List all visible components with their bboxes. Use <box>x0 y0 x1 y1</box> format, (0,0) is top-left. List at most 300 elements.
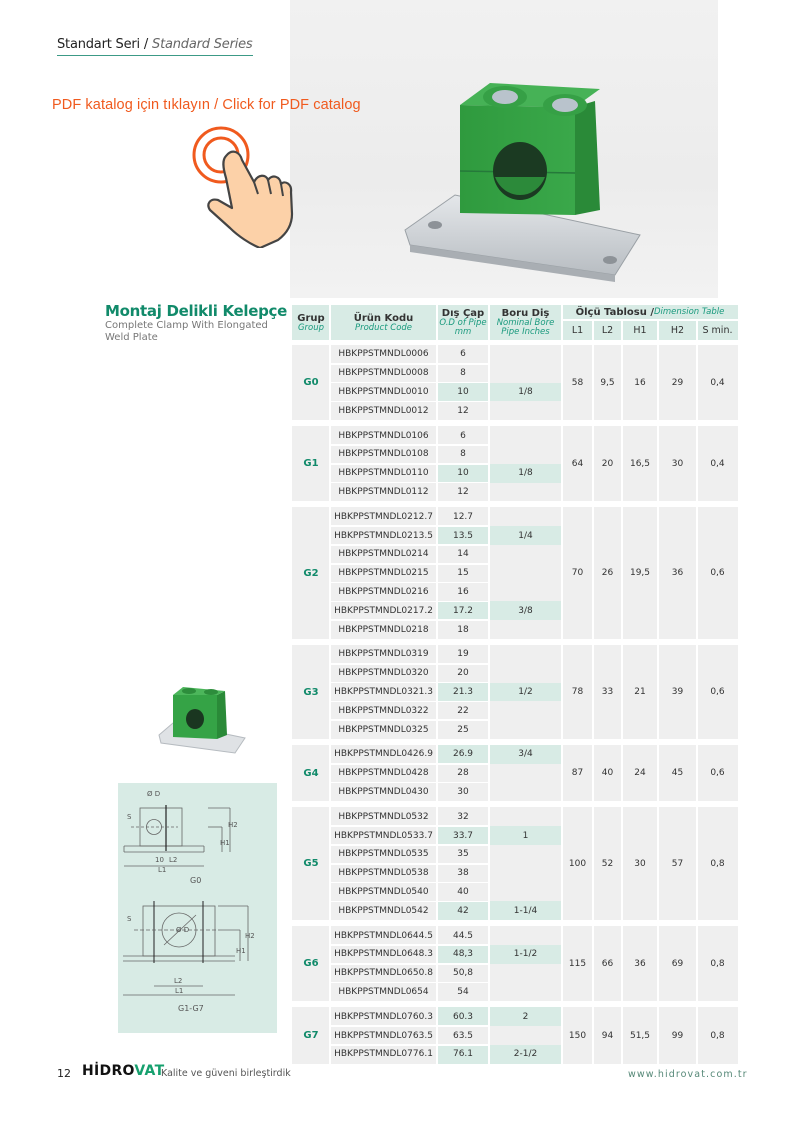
column-divider <box>592 345 594 420</box>
product-code-cell: HBKPPSTMNDL0540 <box>330 883 437 902</box>
header-bore-tr: Boru Diş <box>501 308 550 319</box>
bore-cell: 1-1/2 <box>489 945 562 964</box>
column-divider <box>436 345 438 420</box>
bore-cell <box>489 364 562 383</box>
column-divider <box>488 926 490 1001</box>
drawing-label-10: 10 <box>155 856 164 864</box>
header-dim-1: L2 <box>593 320 622 340</box>
dimension-cell: 115 <box>562 926 593 1001</box>
od-cell: 48,3 <box>437 945 489 964</box>
bore-cell <box>489 583 562 602</box>
od-cell: 63.5 <box>437 1026 489 1045</box>
od-cell: 54 <box>437 983 489 1002</box>
drawing-label-l2-g0: L2 <box>169 856 178 864</box>
dimension-cell: 52 <box>593 807 622 920</box>
od-cell: 76.1 <box>437 1045 489 1064</box>
dimension-cell: 29 <box>658 345 697 420</box>
column-divider <box>657 426 659 501</box>
od-cell: 40 <box>437 883 489 902</box>
column-divider <box>329 426 331 501</box>
bore-cell: 3/8 <box>489 601 562 620</box>
column-divider <box>488 807 490 920</box>
bore-cell <box>489 426 562 445</box>
od-cell: 16 <box>437 583 489 602</box>
product-code-cell: HBKPPSTMNDL0760.3 <box>330 1007 437 1026</box>
header-divider <box>488 305 490 340</box>
row-divider <box>330 944 489 946</box>
drawing-label-l1-g1: L1 <box>175 987 184 995</box>
column-divider <box>561 1007 563 1063</box>
header-dim-2: H1 <box>622 320 658 340</box>
product-code-cell: HBKPPSTMNDL0218 <box>330 620 437 639</box>
dimension-cell: 36 <box>658 507 697 639</box>
bore-cell <box>489 345 562 364</box>
column-divider <box>657 345 659 420</box>
group-label: G0 <box>292 345 330 420</box>
row-divider <box>330 619 489 621</box>
product-code-cell: HBKPPSTMNDL0644.5 <box>330 926 437 945</box>
bore-cell <box>489 507 562 526</box>
bore-cell: 1/4 <box>489 526 562 545</box>
drawing-label-g1g7: G1-G7 <box>178 1004 204 1013</box>
row-divider <box>330 782 489 784</box>
bore-cell <box>489 701 562 720</box>
bore-cell <box>489 926 562 945</box>
row-divider <box>330 682 489 684</box>
column-divider <box>329 507 331 639</box>
product-code-cell: HBKPPSTMNDL0325 <box>330 720 437 739</box>
product-code-cell: HBKPPSTMNDL0430 <box>330 783 437 802</box>
bore-cell <box>489 864 562 883</box>
row-divider <box>330 982 489 984</box>
od-cell: 22 <box>437 701 489 720</box>
product-code-cell: HBKPPSTMNDL0428 <box>330 764 437 783</box>
row-divider <box>330 401 489 403</box>
header-dimension-table <box>562 305 738 319</box>
column-divider <box>621 807 623 920</box>
drawing-label-g0: G0 <box>190 876 202 885</box>
column-divider <box>488 645 490 739</box>
hand-pointer-click-icon[interactable] <box>188 118 298 248</box>
product-code-cell: HBKPPSTMNDL0112 <box>330 483 437 502</box>
bore-cell <box>489 620 562 639</box>
page-number: 12 <box>57 1067 71 1080</box>
column-divider <box>488 507 490 639</box>
row-divider <box>330 563 489 565</box>
column-divider <box>329 745 331 801</box>
dimension-cell: 99 <box>658 1007 697 1063</box>
column-divider <box>561 645 563 739</box>
column-divider <box>696 645 698 739</box>
hidrovat-logo <box>82 1063 164 1079</box>
od-cell: 44.5 <box>437 926 489 945</box>
column-divider <box>696 426 698 501</box>
drawing-label-s-g1: S <box>127 915 132 923</box>
bore-cell <box>489 964 562 983</box>
header-product-code-en: Product Code <box>354 322 413 333</box>
od-cell: 19 <box>437 645 489 664</box>
dimension-cell: 0,6 <box>697 745 738 801</box>
column-divider <box>592 807 594 920</box>
column-divider <box>561 426 563 501</box>
column-divider <box>657 807 659 920</box>
product-code-cell: HBKPPSTMNDL0212.7 <box>330 507 437 526</box>
pdf-catalog-link[interactable]: PDF katalog için tıklayın / Click for PDF catalog <box>52 97 361 113</box>
header-od-tr: Dış Çap <box>441 308 485 319</box>
od-cell: 32 <box>437 807 489 826</box>
bore-cell <box>489 1026 562 1045</box>
od-cell: 42 <box>437 901 489 920</box>
product-code-cell: HBKPPSTMNDL0215 <box>330 564 437 583</box>
series-title-en: Standard Series <box>152 37 253 52</box>
column-divider <box>488 345 490 420</box>
product-code-cell: HBKPPSTMNDL0322 <box>330 701 437 720</box>
dimension-cell: 40 <box>593 745 622 801</box>
row-divider <box>330 963 489 965</box>
bore-cell: 1-1/4 <box>489 901 562 920</box>
header-divider <box>592 319 594 340</box>
product-code-cell: HBKPPSTMNDL0110 <box>330 464 437 483</box>
product-code-cell: HBKPPSTMNDL0648.3 <box>330 945 437 964</box>
dimension-cell: 9,5 <box>593 345 622 420</box>
column-divider <box>488 1007 490 1063</box>
column-divider <box>436 645 438 739</box>
logo-part2: VAT <box>134 1063 165 1079</box>
od-cell: 28 <box>437 764 489 783</box>
series-title-sep: / <box>139 37 153 52</box>
dimension-cell: 21 <box>622 645 658 739</box>
product-title: Montaj Delikli Kelepçe <box>105 302 288 320</box>
row-divider <box>330 382 489 384</box>
product-code-cell: HBKPPSTMNDL0776.1 <box>330 1045 437 1064</box>
dimension-cell: 20 <box>593 426 622 501</box>
bore-cell: 1/8 <box>489 383 562 402</box>
drawing-label-h1-g1: H1 <box>236 947 246 955</box>
header-divider <box>562 319 738 321</box>
product-code-cell: HBKPPSTMNDL0216 <box>330 583 437 602</box>
column-divider <box>621 507 623 639</box>
bore-cell <box>489 545 562 564</box>
row-divider <box>330 825 489 827</box>
row-divider <box>330 525 489 527</box>
dimension-cell: 19,5 <box>622 507 658 639</box>
product-code-cell: HBKPPSTMNDL0321.3 <box>330 683 437 702</box>
column-divider <box>657 1007 659 1063</box>
od-cell: 38 <box>437 864 489 883</box>
product-code-cell: HBKPPSTMNDL0654 <box>330 983 437 1002</box>
row-divider <box>330 482 489 484</box>
od-cell: 13.5 <box>437 526 489 545</box>
pipe-clamp-photo <box>395 75 645 285</box>
column-divider <box>657 507 659 639</box>
group-label: G7 <box>292 1007 330 1063</box>
footer-tagline: Kalite ve güveni birleştirdik <box>161 1068 291 1079</box>
row-divider <box>330 863 489 865</box>
header-product-code <box>330 305 437 340</box>
od-cell: 6 <box>437 426 489 445</box>
product-code-cell: HBKPPSTMNDL0532 <box>330 807 437 826</box>
dimension-cell: 36 <box>622 926 658 1001</box>
header-divider <box>621 319 623 340</box>
header-dimension-tr: Ölçü Tablosu / <box>575 306 654 318</box>
header-divider <box>657 319 659 340</box>
od-cell: 17.2 <box>437 601 489 620</box>
bore-cell <box>489 401 562 420</box>
dimension-cell: 70 <box>562 507 593 639</box>
group-label: G3 <box>292 645 330 739</box>
od-cell: 33.7 <box>437 826 489 845</box>
dimension-cell: 16,5 <box>622 426 658 501</box>
od-cell: 12.7 <box>437 507 489 526</box>
row-divider <box>330 363 489 365</box>
group-label: G6 <box>292 926 330 1001</box>
dimension-cell: 100 <box>562 807 593 920</box>
dimension-cell: 39 <box>658 645 697 739</box>
column-divider <box>436 1007 438 1063</box>
od-cell: 10 <box>437 383 489 402</box>
header-od-en: O.D of Pipe mm <box>439 318 487 337</box>
od-cell: 21.3 <box>437 683 489 702</box>
dimension-cell: 94 <box>593 1007 622 1063</box>
product-code-cell: HBKPPSTMNDL0213.5 <box>330 526 437 545</box>
column-divider <box>329 645 331 739</box>
column-divider <box>657 926 659 1001</box>
series-title <box>57 37 253 56</box>
row-divider <box>330 719 489 721</box>
product-code-cell: HBKPPSTMNDL0319 <box>330 645 437 664</box>
footer-website[interactable]: www.hidrovat.com.tr <box>628 1069 748 1080</box>
column-divider <box>696 745 698 801</box>
row-divider <box>330 582 489 584</box>
bore-cell: 3/4 <box>489 745 562 764</box>
bore-cell <box>489 883 562 902</box>
row-divider <box>330 1025 489 1027</box>
dimension-cell: 0,4 <box>697 426 738 501</box>
od-cell: 12 <box>437 483 489 502</box>
od-cell: 12 <box>437 401 489 420</box>
dimension-cell: 78 <box>562 645 593 739</box>
product-code-cell: HBKPPSTMNDL0006 <box>330 345 437 364</box>
column-divider <box>621 745 623 801</box>
header-divider <box>329 305 331 340</box>
od-cell: 25 <box>437 720 489 739</box>
column-divider <box>561 345 563 420</box>
dimension-cell: 51,5 <box>622 1007 658 1063</box>
product-code-cell: HBKPPSTMNDL0426.9 <box>330 745 437 764</box>
column-divider <box>621 345 623 420</box>
product-code-cell: HBKPPSTMNDL0214 <box>330 545 437 564</box>
group-label: G2 <box>292 507 330 639</box>
drawing-label-od: Ø D <box>147 790 161 798</box>
bore-cell <box>489 720 562 739</box>
column-divider <box>488 426 490 501</box>
od-cell: 14 <box>437 545 489 564</box>
row-divider <box>330 1044 489 1046</box>
product-code-cell: HBKPPSTMNDL0010 <box>330 383 437 402</box>
dimension-cell: 45 <box>658 745 697 801</box>
dimension-cell: 30 <box>622 807 658 920</box>
product-code-cell: HBKPPSTMNDL0650.8 <box>330 964 437 983</box>
bore-cell: 1/8 <box>489 464 562 483</box>
bore-cell <box>489 664 562 683</box>
column-divider <box>621 645 623 739</box>
bore-cell: 2-1/2 <box>489 1045 562 1064</box>
header-dim-3: H2 <box>658 320 697 340</box>
column-divider <box>696 807 698 920</box>
header-divider <box>436 305 438 340</box>
header-divider <box>696 319 698 340</box>
header-group-en: Group <box>297 322 325 333</box>
dimension-cell: 0,8 <box>697 926 738 1001</box>
bore-cell <box>489 564 562 583</box>
bore-cell <box>489 764 562 783</box>
od-cell: 8 <box>437 445 489 464</box>
column-divider <box>696 1007 698 1063</box>
column-divider <box>436 807 438 920</box>
od-cell: 18 <box>437 620 489 639</box>
header-od <box>437 305 489 340</box>
row-divider <box>330 901 489 903</box>
bore-cell <box>489 807 562 826</box>
row-divider <box>330 663 489 665</box>
dimension-cell: 30 <box>658 426 697 501</box>
dimension-cell: 66 <box>593 926 622 1001</box>
column-divider <box>657 745 659 801</box>
header-bore-en: Nominal Bore Pipe Inches <box>496 318 555 337</box>
column-divider <box>592 645 594 739</box>
product-code-cell: HBKPPSTMNDL0012 <box>330 401 437 420</box>
bore-cell <box>489 445 562 464</box>
column-divider <box>329 926 331 1001</box>
group-label: G1 <box>292 426 330 501</box>
od-cell: 50,8 <box>437 964 489 983</box>
bore-cell <box>489 783 562 802</box>
row-divider <box>330 844 489 846</box>
bore-cell <box>489 483 562 502</box>
logo-part1: HİDRO <box>82 1063 135 1079</box>
row-divider <box>330 701 489 703</box>
od-cell: 60.3 <box>437 1007 489 1026</box>
column-divider <box>621 1007 623 1063</box>
od-cell: 8 <box>437 364 489 383</box>
dimension-cell: 24 <box>622 745 658 801</box>
dimension-cell: 0,8 <box>697 1007 738 1063</box>
column-divider <box>561 507 563 639</box>
column-divider <box>561 926 563 1001</box>
drawing-label-l1-g0: L1 <box>158 866 167 874</box>
column-divider <box>592 426 594 501</box>
header-divider <box>561 305 563 340</box>
column-divider <box>561 745 563 801</box>
header-dim-0: L1 <box>562 320 593 340</box>
od-cell: 6 <box>437 345 489 364</box>
row-divider <box>330 544 489 546</box>
technical-drawing <box>118 783 277 1033</box>
column-divider <box>657 645 659 739</box>
column-divider <box>621 926 623 1001</box>
dimension-cell: 0,8 <box>697 807 738 920</box>
dimension-cell: 0,4 <box>697 345 738 420</box>
drawing-label-s: S <box>127 813 132 821</box>
od-cell: 35 <box>437 845 489 864</box>
group-label: G5 <box>292 807 330 920</box>
bore-cell: 2 <box>489 1007 562 1026</box>
column-divider <box>436 426 438 501</box>
dimension-cell: 16 <box>622 345 658 420</box>
od-cell: 15 <box>437 564 489 583</box>
product-code-cell: HBKPPSTMNDL0538 <box>330 864 437 883</box>
dimension-cell: 33 <box>593 645 622 739</box>
column-divider <box>329 807 331 920</box>
bore-cell: 1/2 <box>489 683 562 702</box>
column-divider <box>696 345 698 420</box>
column-divider <box>592 1007 594 1063</box>
header-group <box>292 305 330 340</box>
column-divider <box>696 926 698 1001</box>
column-divider <box>436 507 438 639</box>
dimension-cell: 58 <box>562 345 593 420</box>
pipe-clamp-thumbnail <box>155 683 247 755</box>
column-divider <box>592 745 594 801</box>
bore-cell <box>489 645 562 664</box>
dimension-cell: 26 <box>593 507 622 639</box>
product-code-cell: HBKPPSTMNDL0106 <box>330 426 437 445</box>
drawing-label-h2: H2 <box>228 821 238 829</box>
product-code-cell: HBKPPSTMNDL0108 <box>330 445 437 464</box>
row-divider <box>330 463 489 465</box>
column-divider <box>329 1007 331 1063</box>
dimension-cell: 69 <box>658 926 697 1001</box>
dimension-cell: 57 <box>658 807 697 920</box>
header-bore <box>489 305 562 340</box>
column-divider <box>329 345 331 420</box>
dimension-cell: 0,6 <box>697 507 738 639</box>
bore-cell: 1 <box>489 826 562 845</box>
product-code-cell: HBKPPSTMNDL0008 <box>330 364 437 383</box>
product-code-cell: HBKPPSTMNDL0542 <box>330 901 437 920</box>
header-group-tr: Grup <box>297 312 325 324</box>
column-divider <box>592 926 594 1001</box>
od-cell: 30 <box>437 783 489 802</box>
group-label: G4 <box>292 745 330 801</box>
product-subtitle: Complete Clamp With Elongated Weld Plate <box>105 320 268 343</box>
header-product-code-tr: Ürün Kodu <box>353 312 414 324</box>
header-dim-4: S min. <box>697 320 738 340</box>
dimension-cell: 0,6 <box>697 645 738 739</box>
drawing-label-l2-g1: L2 <box>174 977 183 985</box>
drawing-label-od-g1: Ø D <box>176 926 190 934</box>
column-divider <box>488 745 490 801</box>
row-divider <box>330 882 489 884</box>
bore-cell <box>489 983 562 1002</box>
dimension-cell: 87 <box>562 745 593 801</box>
dimension-cell: 150 <box>562 1007 593 1063</box>
drawing-g1g7 <box>123 901 248 995</box>
product-code-cell: HBKPPSTMNDL0320 <box>330 664 437 683</box>
product-code-cell: HBKPPSTMNDL0763.5 <box>330 1026 437 1045</box>
od-cell: 10 <box>437 464 489 483</box>
drawing-label-h1: H1 <box>220 839 230 847</box>
product-code-cell: HBKPPSTMNDL0535 <box>330 845 437 864</box>
od-cell: 20 <box>437 664 489 683</box>
column-divider <box>436 745 438 801</box>
column-divider <box>696 507 698 639</box>
dimension-cell: 64 <box>562 426 593 501</box>
series-title-tr: Standart Seri <box>57 37 140 52</box>
drawing-label-h2-g1: H2 <box>245 932 255 940</box>
row-divider <box>330 444 489 446</box>
column-divider <box>561 807 563 920</box>
